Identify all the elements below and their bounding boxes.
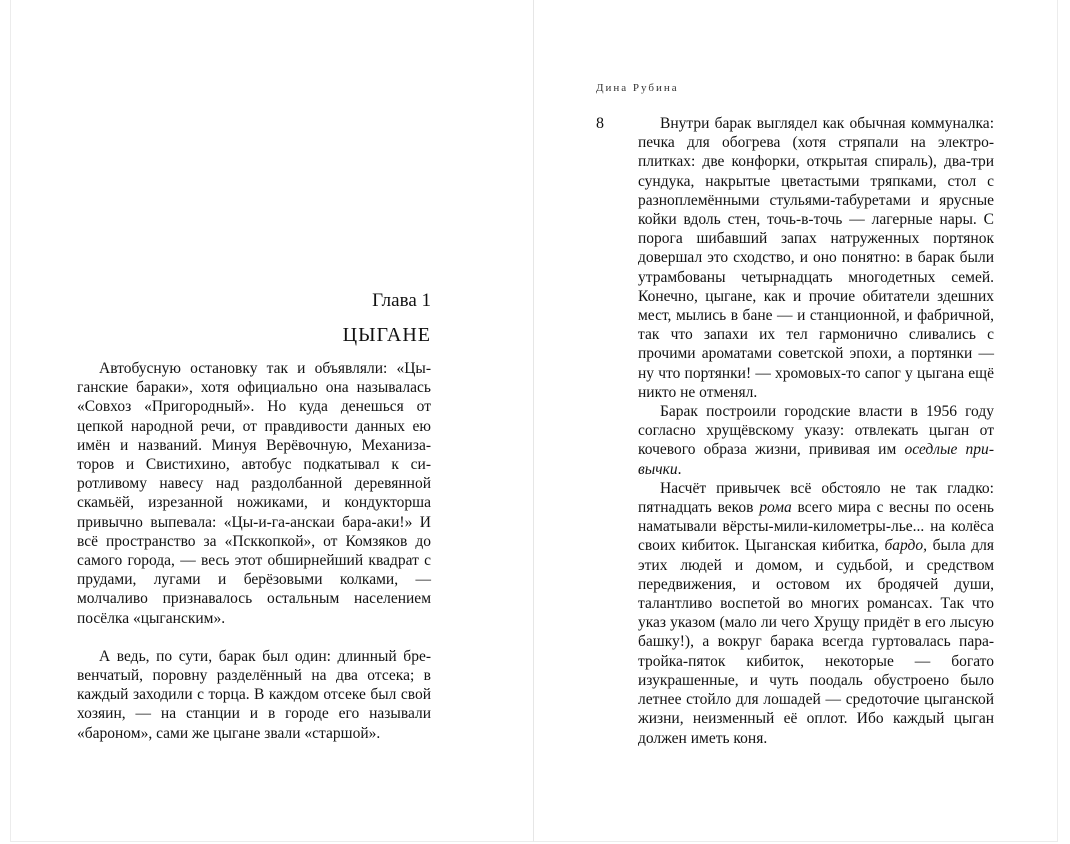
paragraph xyxy=(638,479,994,748)
page-number: 8 xyxy=(596,115,604,132)
text-run: Автобусную остановку так и объявляли: «Цыганские бараки», хотя официально она называлась «Совхоз «Пригородный». Но куда денешься от цепкой народной речи, от правдивости данных ею имён и названий. Минуя Верёвочную, Механизаторов и Свистихино, автобус подкатывал к сиротливому навесу над раздолбанной деревянной скамьёй, изрезанной ножиками, и кондукторша привычно выпевала: «Цы-и-га-анскаи бара-аки!» И всё пространство за «Псккопкой», от Комзяков до самого города, — весь этот обширнейший квадрат с прудами, лугами и берёзовыми колками, — молчаливо признавалось остальным населением посёлка «цыганским». xyxy=(77,360,431,627)
running-head-author: Дина Рубина xyxy=(596,82,679,94)
paragraph xyxy=(638,402,994,479)
left-page-body xyxy=(77,359,431,743)
text-run: Насчёт привычек всё обстояло не так гладко: пятнадцать веков xyxy=(638,479,994,517)
text-run: А ведь, по сути, барак был один: длинный бревенчатый, поровну разделённый на два отсека; в каждый заходили с торца. В каждом отсеке был свой хозяин, — на станции и в городе его называли «бароном», сами же цыгане звали «старшой». xyxy=(77,647,431,742)
italic-text: оседлые привычки xyxy=(638,441,994,478)
italic-text: бардо, xyxy=(884,537,927,555)
text-run: всего мира с весны по осень наматывали вёрсты-мили-километры-лье... на колёса своих кибиток. Цыганская кибитка, xyxy=(638,499,994,555)
chapter-number: Глава 1 xyxy=(372,290,431,311)
text-run: Барак построили городские власти в 1956 году согласно хрущёвскому указу: отвлекать цыган от кочевого образа жизни, прививая им xyxy=(638,403,994,459)
text-run: была для этих людей и домом, и судьбой, и средством передвижения, и остовом их бродячей души, талантливо воспетой во многих романсах. Так что указ указом (мало ли чего Хрущу придёт в его лысую башку!), а вокруг барака всегда гуртовалась пара-тройка-пяток кибиток, некоторые — богато изукрашенные, и чуть поодаль обустроено было летнее стойло для лошадей — средоточие цыганской жизни, неизменный её оплот. Ибо каждый цыган должен иметь коня. xyxy=(638,537,994,747)
text-run: . xyxy=(677,460,682,478)
chapter-heading xyxy=(77,288,431,348)
chapter-title: ЦЫГАНЕ xyxy=(342,324,431,346)
left-page xyxy=(10,0,534,842)
paragraph xyxy=(638,114,994,402)
text-run: Внутри барак выглядел как обычная коммуналка: печка для обогрева (хотя стряпали на электроплитках: две конфорки, открытая спираль), два-три сундука, накрытые цветастыми тряпками, стол с разноплемёнными стульями-табуретами и ярусные койки вдоль стен, точь-в-точь — лагерные нары. С порога шибавший запах натруженных портянок довершал это сходство, и оно понятно: в барак были утрамбованы четырнадцать многодетных семей. Конечно, цыгане, как и прочие обитатели здешних мест, мылись в бане — и станционной, и фабричной, так что запахи их тел гармонично сливались с прочими ароматами советской эпохи, а портянки — ну что портянки! — хромовых-то сапог у цыгана ещё никто не отменял. xyxy=(638,115,994,401)
italic-text: рома xyxy=(759,499,792,517)
paragraph xyxy=(77,647,431,743)
right-page xyxy=(534,0,1058,842)
right-page-body xyxy=(638,114,994,748)
paragraph xyxy=(77,359,431,628)
